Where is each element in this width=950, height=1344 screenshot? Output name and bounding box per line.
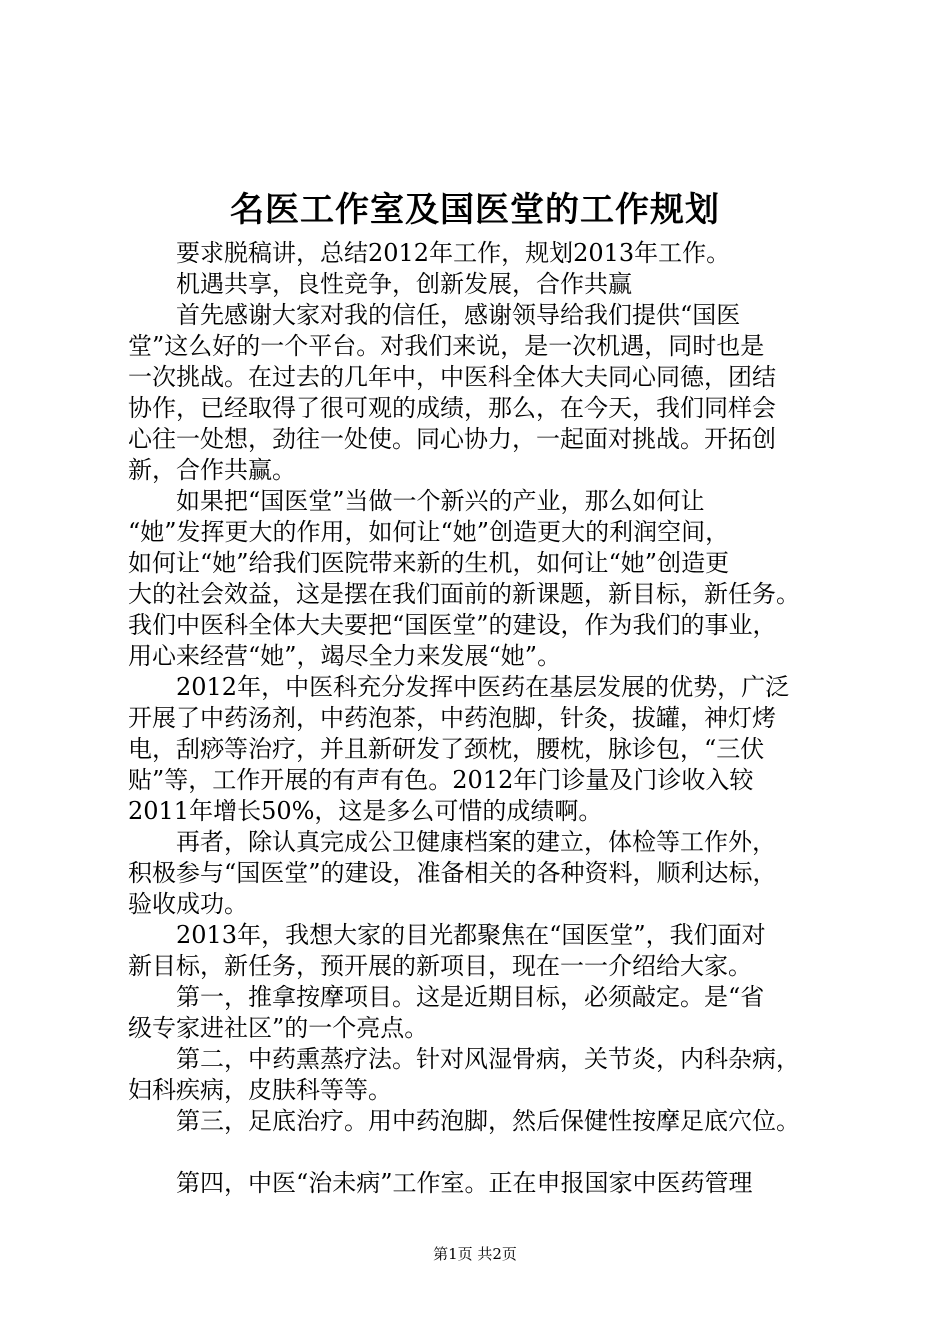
text-line	[128, 1137, 838, 1168]
text-line: 2013年，我想大家的目光都聚焦在“国医堂”，我们面对	[128, 921, 766, 949]
text-line: 开展了中药汤剂，中药泡茶，中药泡脚，针灸，拔罐，神灯烤	[128, 704, 776, 732]
text-line: 一次挑战。在过去的几年中，中医科全体大夫同心同德，团结	[128, 363, 776, 391]
text-line: 首先感谢大家对我的信任，感谢领导给我们提供“国医	[128, 301, 741, 329]
text-line: 2012年，中医科充分发挥中医药在基层发展的优势，广泛	[128, 673, 790, 701]
document-title: 名医工作室及国医堂的工作规划	[230, 190, 720, 230]
text-line: 积极参与“国医堂”的建设，准备相关的各种资料，顺利达标，	[128, 859, 777, 887]
text-line: 第一，推拿按摩项目。这是近期目标，必须敲定。是“省	[128, 983, 765, 1011]
text-line: 要求脱稿讲，总结2012年工作，规划2013年工作。	[128, 239, 731, 267]
text-line: 堂”这么好的一个平台。对我们来说，是一次机遇，同时也是	[128, 332, 765, 360]
text-line: 再者，除认真完成公卫健康档案的建立，体检等工作外，	[128, 828, 776, 856]
text-line: 心往一处想，劲往一处使。同心协力，一起面对挑战。开拓创	[128, 425, 776, 453]
text-line: 如果把“国医堂”当做一个新兴的产业，那么如何让	[128, 487, 705, 515]
text-line: 第三，足底治疗。用中药泡脚，然后保健性按摩足底穴位。	[128, 1107, 800, 1135]
text-line: 新目标，新任务，预开展的新项目，现在一一介绍给大家。	[128, 952, 752, 980]
text-line: 大的社会效益，这是摆在我们面前的新课题，新目标，新任务。	[128, 580, 800, 608]
document-body	[128, 238, 838, 1199]
text-line: 第四，中医“治未病”工作室。正在申报国家中医药管理	[128, 1169, 753, 1197]
text-line: 贴”等，工作开展的有声有色。2012年门诊量及门诊收入较	[128, 766, 754, 794]
text-line: 如何让“她”给我们医院带来新的生机，如何让“她”创造更	[128, 549, 730, 577]
page-number: 第1页 共2页	[433, 1245, 517, 1263]
text-line: 第二，中药熏蒸疗法。针对风湿骨病，关节炎，内科杂病，	[128, 1045, 800, 1073]
text-line: 我们中医科全体大夫要把“国医堂”的建设，作为我们的事业，	[128, 611, 777, 639]
text-line: 用心来经营“她”，竭尽全力来发展“她”。	[128, 642, 562, 670]
text-line: 2011年增长50%，这是多么可惜的成绩啊。	[128, 797, 603, 825]
text-line: 妇科疾病，皮肤科等等。	[128, 1076, 392, 1104]
text-line: 机遇共享，良性竞争，创新发展，合作共赢	[128, 270, 632, 298]
text-line: 验收成功。	[128, 890, 248, 918]
text-line: 协作，已经取得了很可观的成绩，那么，在今天，我们同样会	[128, 394, 776, 422]
text-line: “她”发挥更大的作用，如何让“她”创造更大的利润空间，	[128, 518, 730, 546]
text-line: 电，刮痧等治疗，并且新研发了颈枕，腰枕，脉诊包，“三伏	[128, 735, 765, 763]
text-line: 级专家进社区”的一个亮点。	[128, 1014, 429, 1042]
text-line: 新，合作共赢。	[128, 456, 296, 484]
